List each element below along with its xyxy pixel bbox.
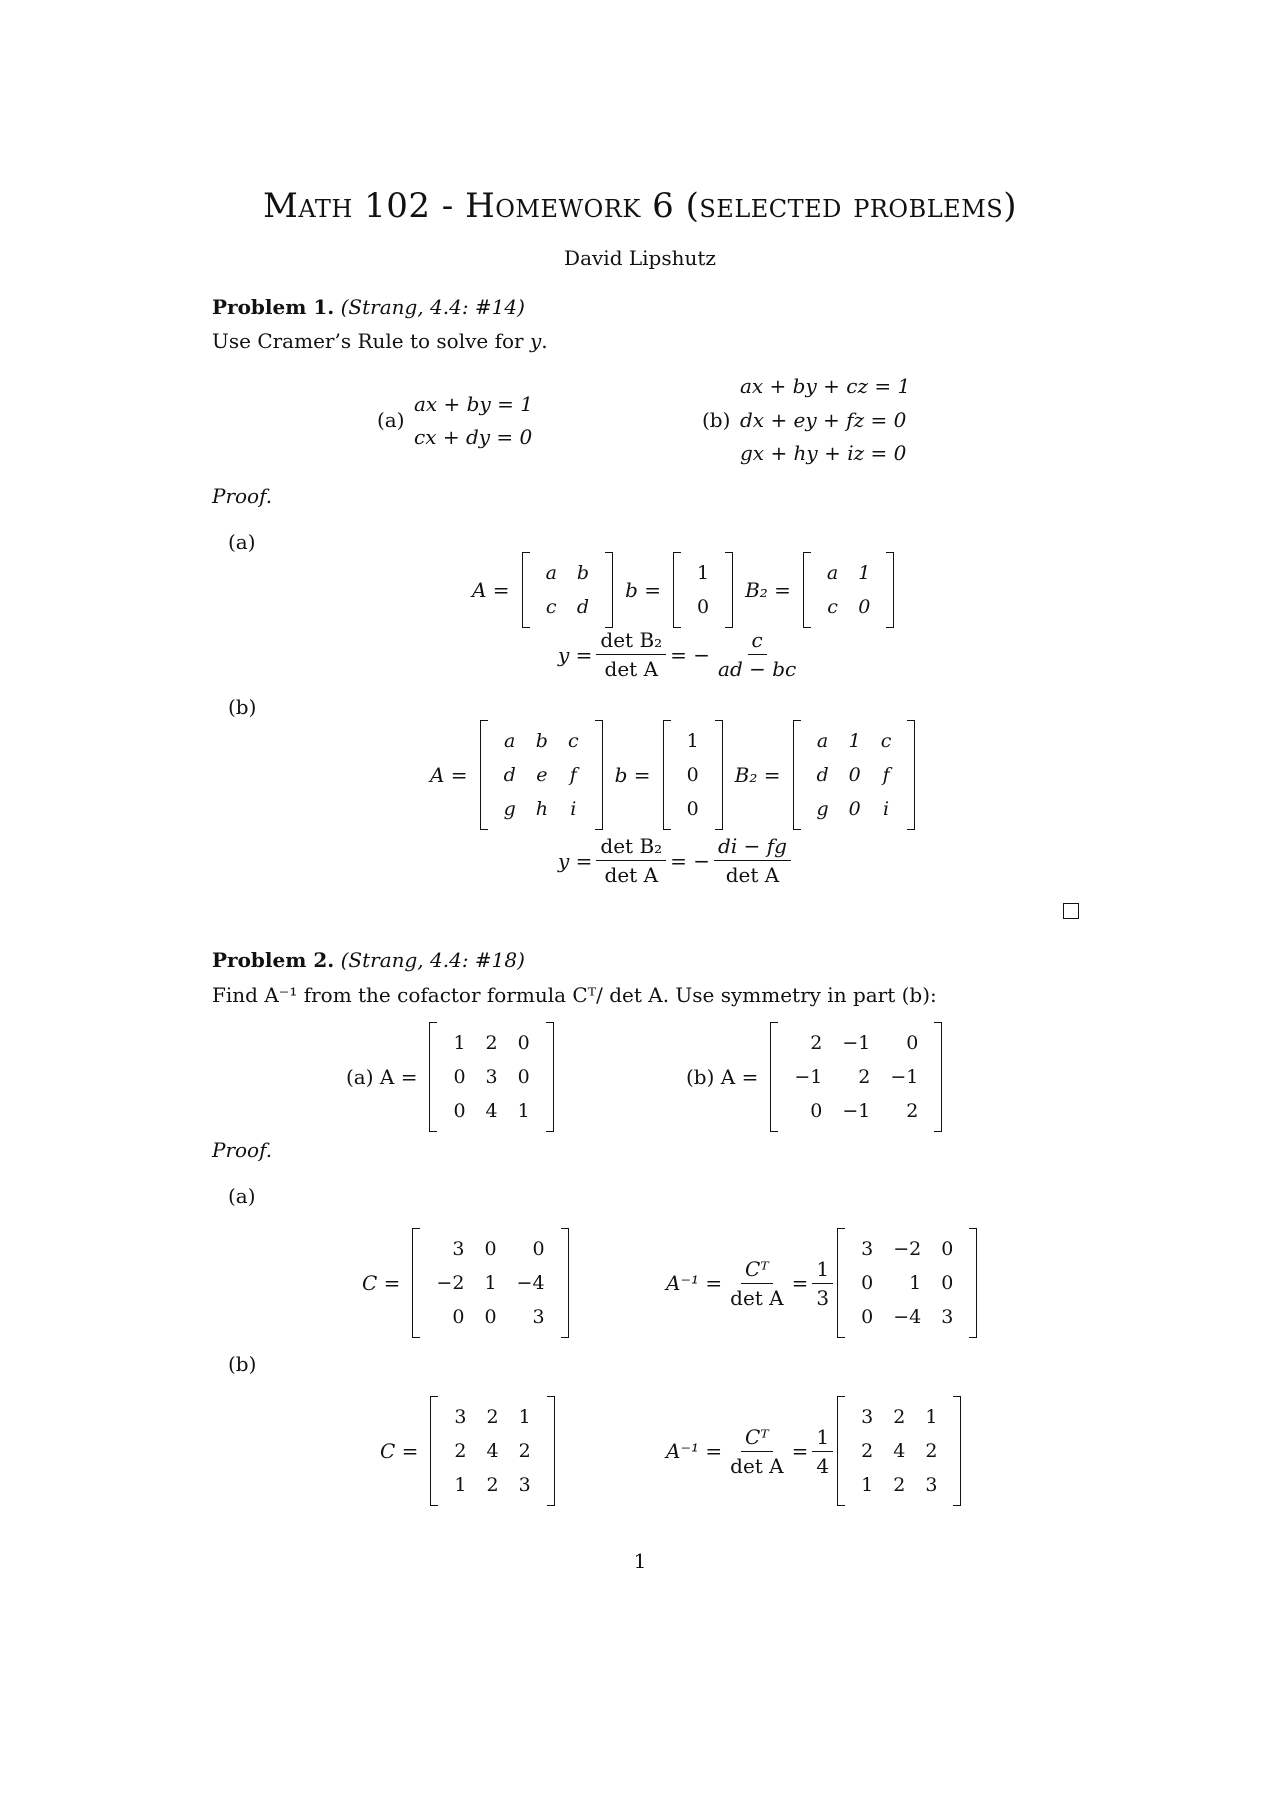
p2a-den: det A [730,1285,784,1310]
p1a-B2-matrix [803,552,894,628]
problem2-part-a-label: (a) [228,1184,256,1208]
matrix-cell: −4 [893,1306,922,1328]
p2b-scal-num: 1 [812,1425,833,1452]
matrix-row [851,1232,963,1266]
matrix-cell: c [827,596,838,618]
p2a-scal-num: 1 [812,1257,833,1284]
matrix-row [677,758,709,792]
p2a-num: Cᵀ [741,1257,773,1284]
p2b-C-matrix-right-bracket [547,1396,555,1506]
matrix-row [443,1026,539,1060]
system-b-label: (b) [702,408,731,432]
p1a-b-vector-right-bracket [725,552,733,628]
p1b-B2-matrix-cells [807,724,902,826]
matrix-cell: 1 [484,1272,497,1294]
p2a-result-matrix-left-bracket [837,1228,845,1338]
problem1-part-b-label: (b) [228,695,257,719]
matrix-row [444,1400,540,1434]
matrix-row [807,724,902,758]
p1a-B2-matrix-left-bracket [803,552,811,628]
matrix-cell: a [816,730,829,752]
matrix-cell: 2 [810,1032,823,1054]
p1b-B2-lhs: B₂ = [734,763,781,787]
p1b-A-matrix-cells [494,724,589,826]
matrix-cell: 1 [696,562,710,584]
p2a-result-matrix [837,1228,977,1338]
system-a-eq2: cx + dy = 0 [414,425,533,449]
matrix-cell: 2 [906,1100,919,1122]
p2a-scal-den: 3 [816,1285,830,1310]
p2b-den: det A [730,1453,784,1478]
p2-given-b-matrix-right-bracket [934,1022,942,1132]
p2b-result-matrix-cells [851,1400,947,1502]
matrix-cell: 0 [484,1306,497,1328]
matrix-cell: 1 [861,1474,874,1496]
p2a-C-lhs: C = [362,1271,401,1295]
matrix-cell: b [576,562,590,584]
matrix-row [807,792,902,826]
p2a-scalar [812,1257,833,1310]
p2b-result-matrix-left-bracket [837,1396,845,1506]
matrix-cell: 0 [453,1100,466,1122]
matrix-cell: a [826,562,839,584]
system-a-eq1: ax + by = 1 [414,392,533,416]
p2b-num: Cᵀ [741,1425,773,1452]
p2b-result-matrix [837,1396,961,1506]
problem1-statement [212,329,548,353]
p1a-fraction-2 [714,628,800,681]
p2b-scalar [812,1425,833,1478]
p1a-y-equation [558,628,804,681]
p1a-A-matrix [522,552,614,628]
p2a-inverse-equation [666,1228,977,1338]
matrix-row [687,590,719,624]
system-b-eq2: dx + ey + fz = 0 [740,408,907,432]
p1b-b-vector-cells [677,724,709,826]
matrix-cell: 2 [486,1474,499,1496]
p1b-den2: det A [725,863,780,887]
problem1-statement-var: y [529,329,542,353]
p2-given-a-matrix-cells [443,1026,539,1128]
matrix-row [494,724,589,758]
p2-given-b-matrix-left-bracket [770,1022,778,1132]
matrix-row [443,1094,539,1128]
p2-given-b-matrix-cells [784,1026,928,1128]
matrix-cell: h [535,798,548,820]
matrix-cell: 2 [861,1440,874,1462]
matrix-cell: 3 [532,1306,545,1328]
matrix-cell: 3 [518,1474,531,1496]
matrix-cell: 1 [453,1032,466,1054]
p1b-b-lhs: b = [614,763,651,787]
p1b-num1: det B₂ [596,834,666,861]
p2b-C-matrix [430,1396,554,1506]
p1b-A-matrix [480,720,603,830]
matrix-cell: f [569,764,577,786]
matrix-row [687,556,719,590]
matrix-row [817,556,880,590]
matrix-cell: 2 [893,1406,906,1428]
p2a-C-equation [362,1228,569,1338]
p1b-B2-matrix-right-bracket [907,720,915,830]
problem1-title: Problem 1. [212,295,335,319]
matrix-cell: 0 [810,1100,823,1122]
matrix-cell: d [816,764,829,786]
p1a-A-matrix-left-bracket [522,552,530,628]
system-b-eq3: gx + hy + iz = 0 [740,441,907,465]
p1b-B2-matrix [793,720,916,830]
matrix-cell: 2 [893,1474,906,1496]
matrix-row [851,1434,947,1468]
matrix-cell: 4 [486,1440,499,1462]
matrix-cell: 0 [906,1032,919,1054]
matrix-cell: 2 [858,1066,871,1088]
problem1-statement-text: Use Cramer’s Rule to solve for [212,329,530,353]
matrix-cell: 0 [532,1238,545,1260]
matrix-cell: 0 [858,596,871,618]
matrix-cell: i [570,798,577,820]
matrix-row [851,1300,963,1334]
problem2-part-b-label: (b) [228,1352,257,1376]
p1a-fraction-1 [596,628,666,681]
matrix-cell: 0 [686,798,699,820]
problem1-source: (Strang, 4.4: #14) [340,295,525,319]
p1b-A-matrix-left-bracket [480,720,488,830]
p2-given-a-lhs: (a) A = [346,1065,418,1089]
matrix-row [426,1266,554,1300]
p1a-b-vector-left-bracket [673,552,681,628]
matrix-row [851,1266,963,1300]
matrix-cell: 0 [848,764,861,786]
matrix-cell: b [535,730,548,752]
problem1-proof-label: Proof. [212,484,273,508]
p1a-den2: ad − bc [718,657,797,681]
page-title [0,186,1280,226]
matrix-cell: d [576,596,590,618]
p1a-mid: = − [670,642,711,667]
title-subtitle: (selected problems) [685,186,1017,226]
matrix-cell: 0 [941,1238,954,1260]
p2a-result-matrix-cells [851,1232,963,1334]
p1b-b-vector-left-bracket [663,720,671,830]
matrix-cell: 0 [848,798,861,820]
problem1-heading [212,295,525,319]
matrix-cell: 3 [485,1066,498,1088]
p1a-A-matrix-cells [536,556,600,624]
matrix-row [444,1434,540,1468]
p2b-inv-lhs: A⁻¹ = [666,1439,723,1463]
p2-given-a-matrix [429,1022,553,1132]
matrix-cell: −2 [893,1238,922,1260]
matrix-cell: 0 [517,1032,530,1054]
matrix-cell: 4 [893,1440,906,1462]
author: David Lipshutz [564,246,716,270]
matrix-cell: 1 [454,1474,467,1496]
matrix-cell: 2 [486,1406,499,1428]
problem1-statement-end: . [541,329,548,353]
matrix-cell: 2 [518,1440,531,1462]
p2a-C-matrix-left-bracket [412,1228,420,1338]
matrix-cell: 0 [696,596,710,618]
matrix-row [536,590,600,624]
p1a-B2-lhs: B₂ = [745,578,791,602]
p2b-result-matrix-right-bracket [953,1396,961,1506]
p1a-A-lhs: A = [472,578,510,602]
p2b-C-matrix-cells [444,1400,540,1502]
matrix-cell: 3 [861,1238,874,1260]
p1a-B2-matrix-right-bracket [886,552,894,628]
p1a-B2-matrix-cells [817,556,880,624]
p2a-result-matrix-right-bracket [969,1228,977,1338]
p1b-mid: = − [670,848,711,873]
p2b-scal-den: 4 [816,1453,830,1478]
system-a-label: (a) [377,408,405,432]
matrix-cell: e [536,764,548,786]
problem1-part-a-label: (a) [228,530,256,554]
p2-given-b [686,1022,942,1132]
p1a-A-matrix-right-bracket [605,552,613,628]
matrix-cell: 0 [861,1272,874,1294]
p2b-inverse-equation [666,1396,961,1506]
p2a-C-matrix-cells [426,1232,554,1334]
matrix-cell: 3 [452,1238,465,1260]
problem2-source: (Strang, 4.4: #18) [340,948,525,972]
matrix-cell: −4 [516,1272,545,1294]
p1b-B2-matrix-left-bracket [793,720,801,830]
matrix-row [494,758,589,792]
p2b-C-matrix-left-bracket [430,1396,438,1506]
matrix-row [677,724,709,758]
p2-given-b-lhs: (b) A = [686,1065,759,1089]
p2-given-b-matrix [770,1022,942,1132]
matrix-cell: g [503,798,516,820]
matrix-cell: 0 [453,1066,466,1088]
p1b-fraction-1 [596,834,666,887]
matrix-cell: a [503,730,516,752]
matrix-row [817,590,880,624]
p1b-b-vector-right-bracket [715,720,723,830]
p1a-num1: det B₂ [596,628,666,655]
p1b-b-vector [663,720,723,830]
matrix-cell: 1 [517,1100,530,1122]
p2a-fraction [726,1257,787,1310]
matrix-cell: c [567,730,579,752]
matrix-cell: 0 [452,1306,465,1328]
p1a-b-vector-cells [687,556,719,624]
matrix-row [536,556,600,590]
matrix-cell: i [883,798,890,820]
matrix-cell: g [816,798,829,820]
p1a-num2: c [748,628,767,655]
p1a-b-vector [673,552,733,628]
matrix-cell: 0 [517,1066,530,1088]
matrix-cell: d [503,764,516,786]
p1b-den1: det A [604,863,659,887]
page-number: 1 [633,1549,647,1573]
matrix-cell: 1 [925,1406,938,1428]
matrix-cell: 2 [485,1032,498,1054]
matrix-cell: 2 [454,1440,467,1462]
matrix-cell: −2 [436,1272,465,1294]
problem2-proof-label: Proof. [212,1138,273,1162]
matrix-cell: 1 [518,1406,531,1428]
matrix-cell: −1 [890,1066,919,1088]
matrix-cell: −1 [794,1066,823,1088]
matrix-cell: 4 [485,1100,498,1122]
matrix-cell: 2 [925,1440,938,1462]
matrix-cell: −1 [842,1100,871,1122]
p1b-A-lhs: A = [430,763,468,787]
p2b-eq: = [791,1439,809,1463]
matrix-cell: 0 [941,1272,954,1294]
matrix-row [426,1232,554,1266]
p2a-C-matrix [412,1228,568,1338]
matrix-row [807,758,902,792]
matrix-cell: 1 [848,730,861,752]
matrix-row [784,1026,928,1060]
system-b-eq1: ax + by + cz = 1 [740,374,911,398]
matrix-row [426,1300,554,1334]
matrix-cell: 3 [941,1306,954,1328]
p2b-C-lhs: C = [380,1439,419,1463]
problem2-title: Problem 2. [212,948,335,972]
matrix-cell: a [545,562,557,584]
p1b-fraction-2 [714,834,791,887]
p2b-C-equation [380,1396,555,1506]
matrix-cell: 0 [686,764,699,786]
matrix-cell: 3 [454,1406,467,1428]
matrix-row [677,792,709,826]
p1a-b-lhs: b = [625,578,661,602]
p1b-num2: di − fg [714,834,791,861]
matrix-row [444,1468,540,1502]
problem2-heading [212,948,525,972]
p2b-fraction [726,1425,787,1478]
p2a-eq: = [791,1271,809,1295]
p2a-inv-lhs: A⁻¹ = [666,1271,723,1295]
matrix-cell: −1 [842,1032,871,1054]
matrix-row [851,1468,947,1502]
problem2-statement: Find A⁻¹ from the cofactor formula Cᵀ/ det A. Use symmetry in part (b): [212,983,937,1007]
matrix-row [443,1060,539,1094]
p2-given-a-matrix-right-bracket [546,1022,554,1132]
matrix-row [494,792,589,826]
matrix-cell: 1 [909,1272,922,1294]
matrix-row [784,1060,928,1094]
matrix-row [851,1400,947,1434]
p1a-y-lhs: y = [558,642,593,667]
matrix-cell: 3 [925,1474,938,1496]
matrix-cell: c [545,596,557,618]
matrix-cell: f [882,764,890,786]
p1b-A-matrix-right-bracket [595,720,603,830]
title-main: Math 102 - Homework 6 [263,186,675,226]
p2-given-a [346,1022,554,1132]
p1a-matrix-row [472,552,894,628]
p1b-y-lhs: y = [558,848,593,873]
matrix-cell: c [880,730,892,752]
matrix-cell: 0 [861,1306,874,1328]
p1b-matrix-row [430,720,915,830]
qed-square-icon [1063,903,1079,919]
p1b-y-equation [558,834,795,887]
matrix-cell: 3 [861,1406,874,1428]
matrix-cell: 0 [484,1238,497,1260]
matrix-row [784,1094,928,1128]
p2-given-a-matrix-left-bracket [429,1022,437,1132]
matrix-cell: 1 [858,562,871,584]
matrix-cell: 1 [686,730,699,752]
p2a-C-matrix-right-bracket [561,1228,569,1338]
p1a-den1: det A [604,657,659,681]
